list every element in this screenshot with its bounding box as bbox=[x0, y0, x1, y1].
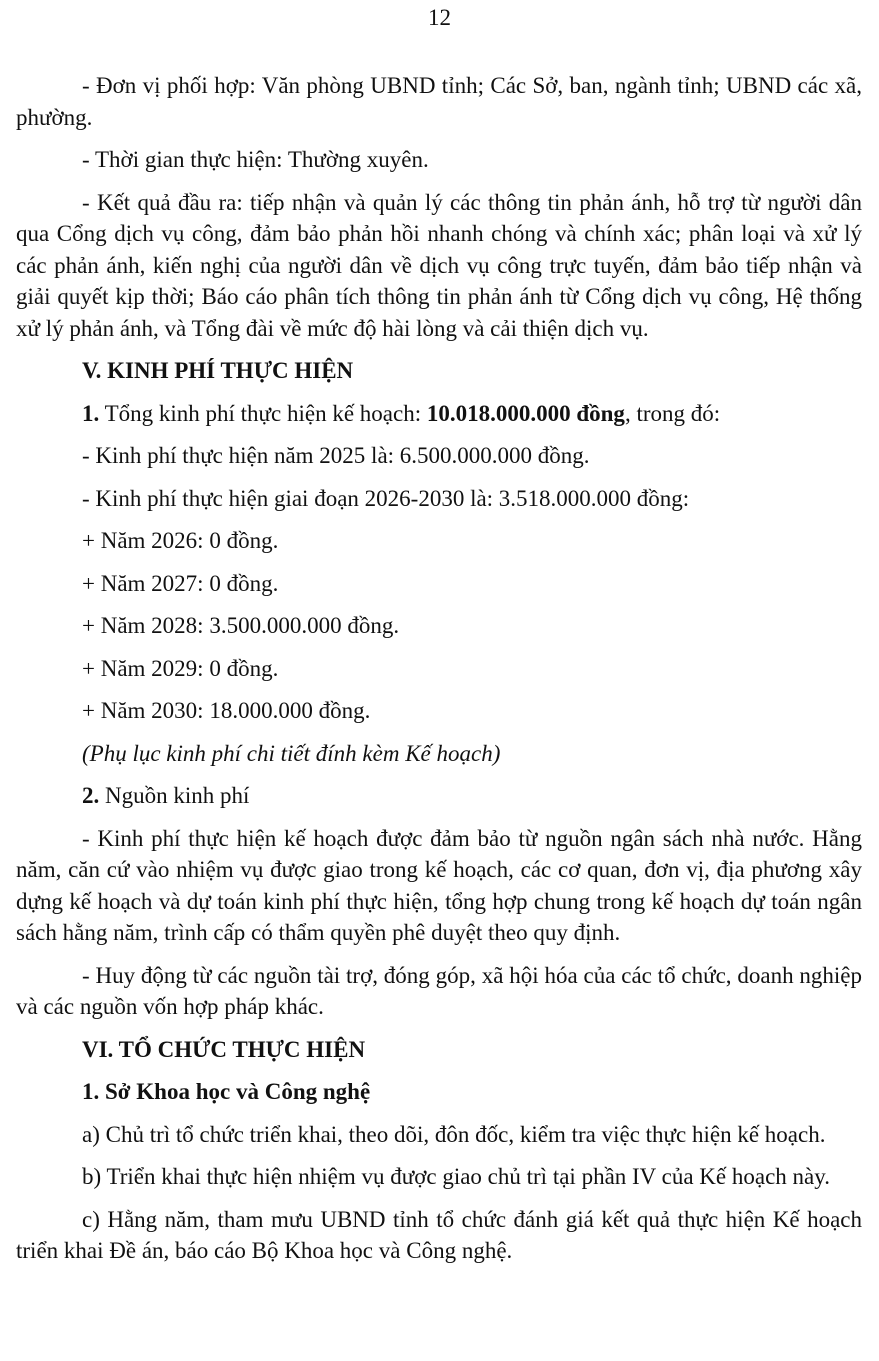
dost-heading: 1. Sở Khoa học và Công nghệ bbox=[82, 1079, 371, 1104]
mobilized-funding-paragraph: - Huy động từ các nguồn tài trợ, đóng góp, xã hội hóa của các tổ chức, doanh nghiệp và các nguồn vốn hợp pháp khác. bbox=[16, 962, 862, 1019]
budget-year-2026: + Năm 2026: 0 đồng. bbox=[82, 528, 279, 553]
total-budget-amount: 10.018.000.000 đồng bbox=[426, 400, 625, 426]
budget-year-2030: + Năm 2030: 18.000.000 đồng. bbox=[82, 698, 371, 723]
total-budget-number: 1. bbox=[82, 400, 100, 426]
budget-2026-2030-line: - Kinh phí thực hiện giai đoạn 2026-2030 là: 3.518.000.000 đồng: bbox=[82, 485, 690, 511]
page-number: 12 bbox=[428, 5, 451, 30]
total-budget-text: Tổng kinh phí thực hiện kế hoạch: bbox=[99, 400, 427, 426]
funding-source-heading bbox=[16, 780, 862, 812]
funding-source-number: 2. bbox=[82, 783, 100, 808]
budget-year-2029: + Năm 2029: 0 đồng. bbox=[82, 655, 279, 681]
section-vi-heading: VI. TỔ CHỨC THỰC HIỆN bbox=[82, 1036, 366, 1062]
coordinating-units-paragraph: - Đơn vị phối hợp: Văn phòng UBND tỉnh; Các Sở, ban, ngành tỉnh; UBND các xã, phường. bbox=[16, 73, 862, 130]
dost-task-b: b) Triển khai thực hiện nhiệm vụ được giao chủ trì tại phần IV của Kế hoạch này. bbox=[82, 1164, 830, 1189]
total-budget-paragraph bbox=[16, 398, 862, 430]
budget-year-2027: + Năm 2027: 0 đồng. bbox=[82, 570, 279, 596]
section-v-heading: V. KINH PHÍ THỰC HIỆN bbox=[82, 358, 354, 383]
document-body bbox=[16, 70, 862, 1267]
output-results-paragraph: - Kết quả đầu ra: tiếp nhận và quản lý các thông tin phản ánh, hỗ trợ từ người dân qua Cổng dịch vụ công, đảm bảo phản hồi nhanh chóng và chính xác; phân loại và xử lý các phản ánh, kiến nghị của người dân về dịch vụ công trực tuyến, đảm bảo tiếp nhận và giải quyết kịp thời; Báo cáo phân tích thông tin phản ánh từ Cổng dịch vụ công, Hệ thống xử lý phản ánh, và Tổng đài về mức độ hài lòng và cải thiện dịch vụ. bbox=[16, 189, 862, 341]
implementation-time-paragraph: - Thời gian thực hiện: Thường xuyên. bbox=[82, 147, 429, 172]
appendix-note: (Phụ lục kinh phí chi tiết đính kèm Kế hoạch) bbox=[82, 740, 501, 766]
funding-source-title: Nguồn kinh phí bbox=[99, 783, 250, 808]
budget-year-2028: + Năm 2028: 3.500.000.000 đồng. bbox=[82, 613, 400, 638]
total-budget-suffix: , trong đó: bbox=[624, 400, 721, 426]
dost-task-c: c) Hằng năm, tham mưu UBND tỉnh tổ chức đánh giá kết quả thực hiện Kế hoạch triển khai Đề án, báo cáo Bộ Khoa học và Công nghệ. bbox=[16, 1206, 862, 1263]
state-budget-paragraph: - Kinh phí thực hiện kế hoạch được đảm bảo từ nguồn ngân sách nhà nước. Hằng năm, căn cứ vào nhiệm vụ được giao trong kế hoạch, các cơ quan, đơn vị, địa phương xây dựng kế hoạch và dự toán kinh phí thực hiện, tổng hợp chung trong kế hoạch dự toán ngân sách hằng năm, trình cấp có thẩm quyền phê duyệt theo quy định. bbox=[16, 825, 862, 945]
budget-2025-line: - Kinh phí thực hiện năm 2025 là: 6.500.000.000 đồng. bbox=[82, 443, 590, 468]
dost-task-a: a) Chủ trì tổ chức triển khai, theo dõi, đôn đốc, kiểm tra việc thực hiện kế hoạch. bbox=[82, 1121, 826, 1147]
